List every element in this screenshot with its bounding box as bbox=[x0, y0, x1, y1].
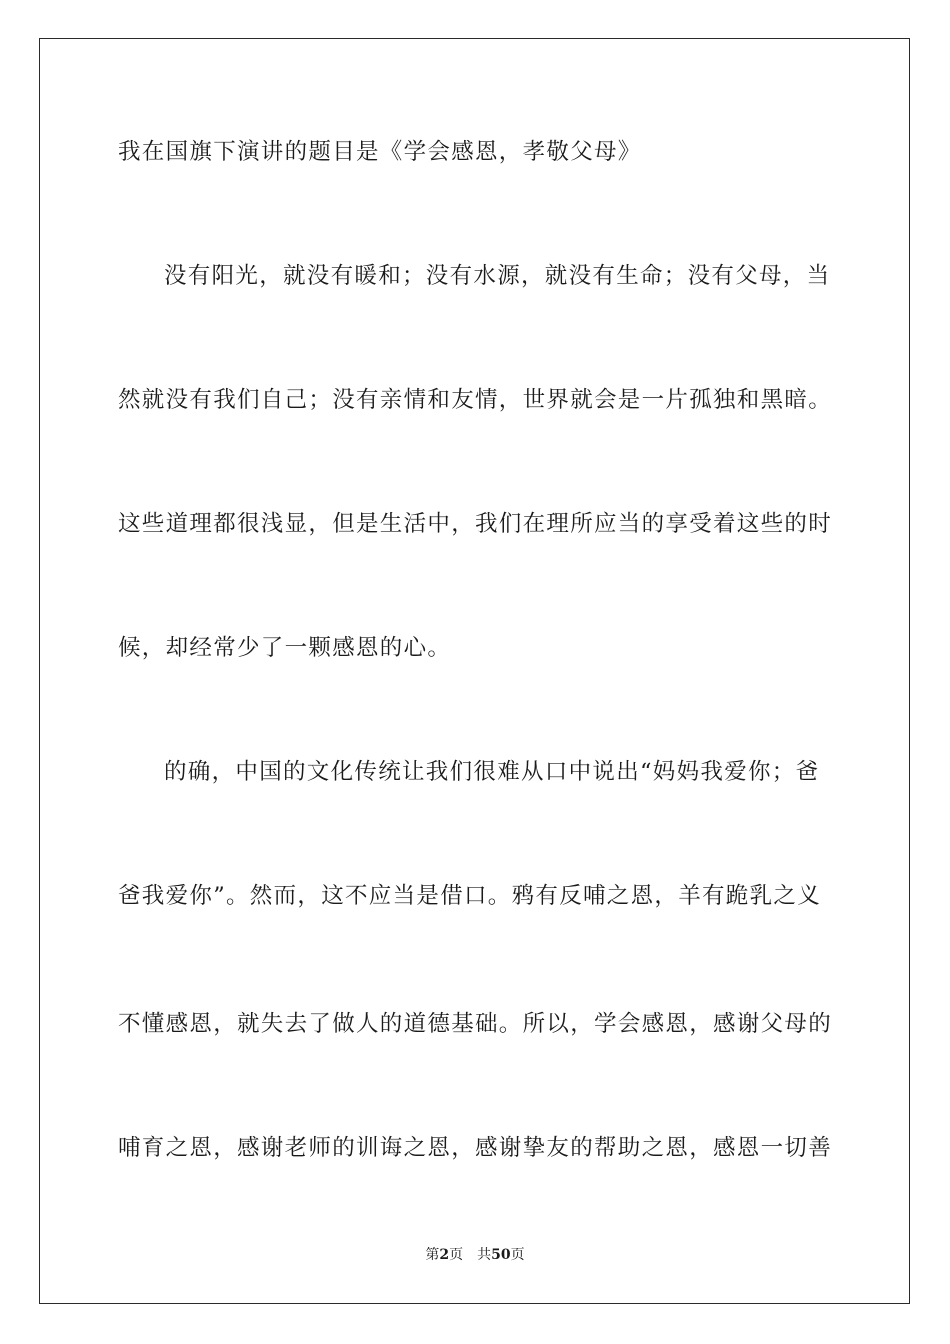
page-number: 2 bbox=[439, 1247, 450, 1263]
total-suffix: 页 bbox=[510, 1247, 525, 1263]
text-line-3: 然就没有我们自己；没有亲情和友情，世界就会是一片孤独和黑暗。 bbox=[118, 387, 833, 413]
text-line-6: 的确，中国的文化传统让我们很难从口中说出“妈妈我爱你；爸 bbox=[164, 759, 820, 785]
text-line-1: 我在国旗下演讲的题目是《学会感恩，孝敬父母》 bbox=[118, 139, 642, 165]
page-border bbox=[39, 38, 910, 1304]
text-line-7: 爸我爱你”。然而，这不应当是借口。鸦有反哺之恩，羊有跪乳之义 bbox=[118, 883, 822, 909]
page-prefix: 第 bbox=[425, 1247, 440, 1263]
text-line-2: 没有阳光，就没有暖和；没有水源，就没有生命；没有父母，当 bbox=[164, 263, 831, 289]
page-suffix: 页 bbox=[449, 1247, 464, 1263]
text-line-8: 不懂感恩，就失去了做人的道德基础。所以，学会感恩，感谢父母的 bbox=[118, 1011, 833, 1037]
text-line-9: 哺育之恩，感谢老师的训诲之恩，感谢挚友的帮助之恩，感恩一切善 bbox=[118, 1135, 833, 1161]
page-footer bbox=[0, 1245, 950, 1265]
text-line-4: 这些道理都很浅显，但是生活中，我们在理所应当的享受着这些的时 bbox=[118, 511, 833, 537]
total-prefix: 共 bbox=[477, 1247, 492, 1263]
total-pages: 50 bbox=[491, 1247, 511, 1263]
text-line-5: 候，却经常少了一颗感恩的心。 bbox=[118, 635, 452, 661]
